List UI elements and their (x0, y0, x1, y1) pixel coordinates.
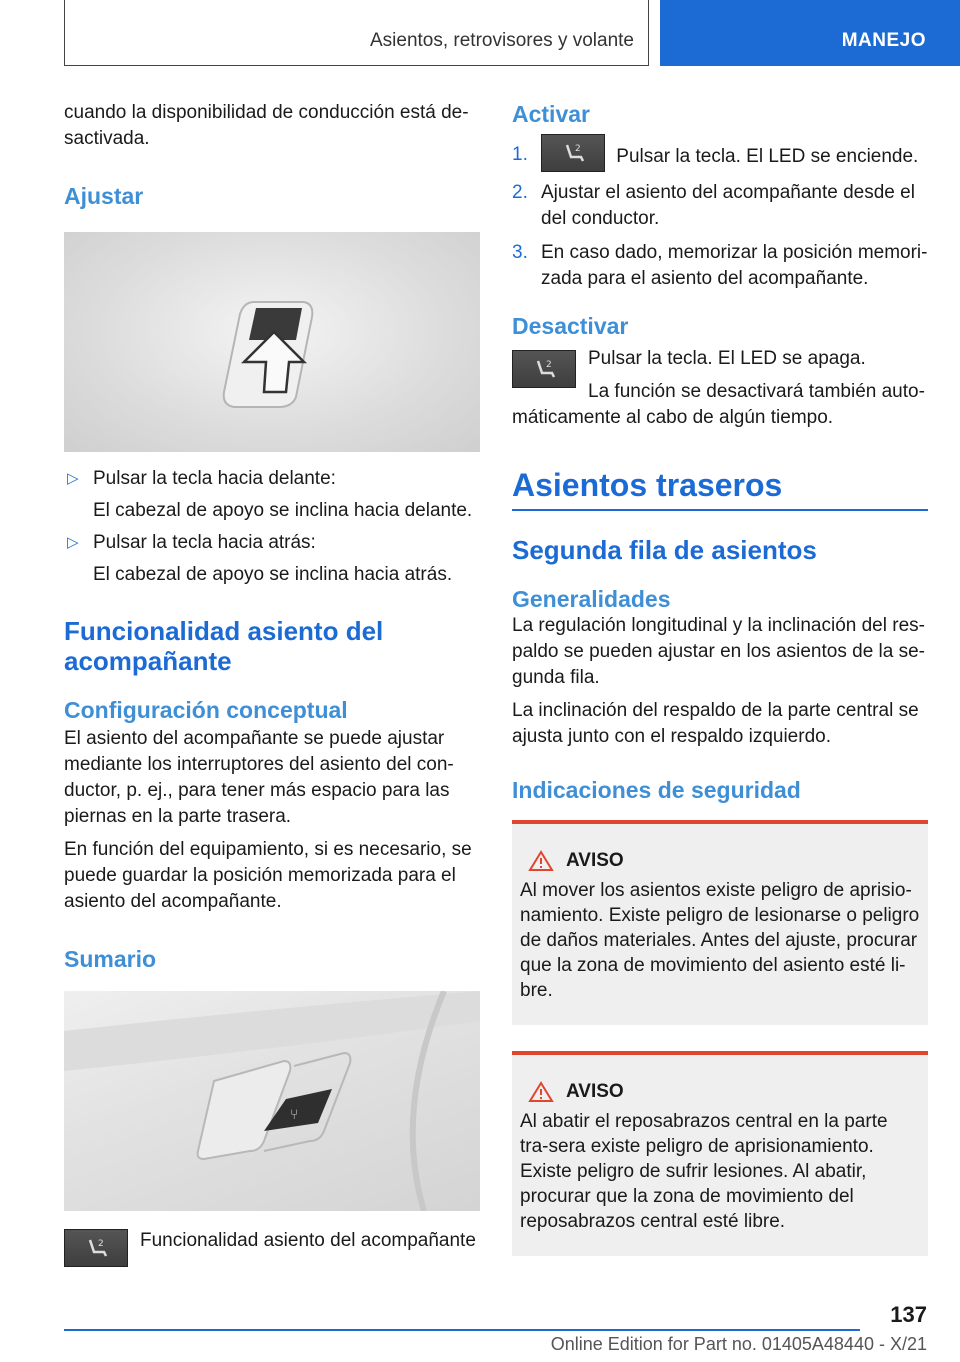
header-section: MANEJO (841, 30, 926, 51)
left-column (64, 100, 480, 1267)
image-caption: Funcionalidad asiento del acompañante (140, 1230, 476, 1251)
headrest-switch-illustration (64, 232, 480, 452)
desactivar-paragraph-2a: La función se desactivará también auto- (588, 381, 925, 402)
header-title-box (64, 0, 649, 66)
sumario-heading: Sumario (64, 946, 157, 972)
header-section-tab (660, 0, 960, 66)
header-title: Asientos, retrovisores y volante (369, 30, 634, 51)
warning-triangle-icon (528, 850, 554, 872)
ajustar-bullets (64, 466, 480, 588)
desactivar-block (512, 346, 928, 405)
func-heading: Funcionalidad asiento del acompañante (64, 616, 384, 676)
right-column (512, 100, 928, 1256)
row-heading: Segunda fila de asientos (512, 534, 817, 565)
desactivar-paragraph-1: Pulsar la tecla. El LED se apaga. (588, 348, 866, 369)
headrest-switch-image (64, 232, 480, 452)
passenger-seat-key-icon (541, 134, 605, 172)
list-item: ▷ Pulsar la tecla hacia delante: El cabezal de apoyo se inclina hacia delante. (67, 468, 473, 521)
intro-text: cuando la disponibilidad de conducción está de-sactivada. (64, 102, 469, 149)
warning-box (512, 1051, 928, 1256)
svg-text:2: 2 (546, 360, 552, 370)
door-panel-image (64, 991, 480, 1211)
chapter-heading: Asientos traseros (512, 467, 783, 503)
svg-text:⑂: ⑂ (290, 1107, 299, 1123)
warning-text: Al abatir el reposabrazos central en la parte tra-sera existe peligro de aprisionamiento. Existe peligro de sufrir lesiones. Al abatir, procurar que la zona de movimiento del reposabrazos central esté libre. (520, 1110, 888, 1232)
page-header (0, 0, 960, 66)
svg-text:2: 2 (98, 1239, 104, 1249)
warning-text: Al mover los asientos existe peligro de aprisio-namiento. Existe peligro de lesionarse o peligro de daños materiales. Antes del ajuste, procurar que la zona de movimiento del asiento esté li-bre. (520, 879, 920, 1001)
list-item: ▷ Pulsar la tecla hacia atrás: El cabezal de apoyo se inclina hacia atrás. (67, 532, 453, 585)
passenger-seat-key-icon (64, 1229, 128, 1267)
list-item: 1. 2 Pulsar la tecla. El LED se enciende. (512, 142, 928, 172)
general-paragraph-1: La regulación longitudinal y la inclinación del res-paldo se pueden ajustar en los asientos de la se-gunda fila. (512, 614, 925, 688)
list-item: 2. Ajustar el asiento del acompañante desde el del conductor. (512, 182, 915, 229)
door-panel-illustration (64, 991, 480, 1211)
triangle-bullet-icon: ▷ (67, 534, 79, 551)
concept-paragraph-2: En función del equipamiento, si es necesario, se puede guardar la posición memorizada para el asiento del acompañante. (64, 839, 472, 912)
safety-heading: Indicaciones de seguridad (512, 776, 801, 803)
ajustar-heading: Ajustar (64, 183, 144, 209)
passenger-seat-key-icon (512, 350, 576, 388)
warning-triangle-icon (528, 1081, 554, 1103)
svg-text:2: 2 (575, 144, 581, 154)
list-item: 3. En caso dado, memorizar la posición memori-zada para el asiento del acompañante. (512, 242, 928, 289)
warning-box (512, 820, 928, 1025)
concept-heading: Configuración conceptual (64, 697, 348, 723)
footer-rule (64, 1329, 860, 1331)
page-number: 137 (890, 1302, 927, 1327)
triangle-bullet-icon: ▷ (67, 470, 79, 487)
general-paragraph-2: La inclinación del respaldo de la parte central se ajusta junto con el respaldo izquierdo. (512, 699, 919, 747)
desactivar-paragraph-2b: máticamente al cabo de algún tiempo. (512, 407, 834, 428)
concept-paragraph-1: El asiento del acompañante se puede ajustar mediante los interruptores del asiento del con-ductor, p. ej., para tener más espacio para las piernas en la parte trasera. (64, 728, 454, 827)
warning-title: AVISO (566, 849, 624, 871)
activar-heading: Activar (512, 101, 590, 127)
general-heading: Generalidades (512, 585, 671, 612)
edition-text: Online Edition for Part no. 01405A48440 - X/21 (550, 1334, 927, 1354)
chapter-rule (512, 509, 928, 511)
caption-row (64, 1229, 480, 1267)
desactivar-heading: Desactivar (512, 313, 629, 339)
activar-steps (512, 142, 928, 292)
warning-title: AVISO (566, 1080, 624, 1102)
